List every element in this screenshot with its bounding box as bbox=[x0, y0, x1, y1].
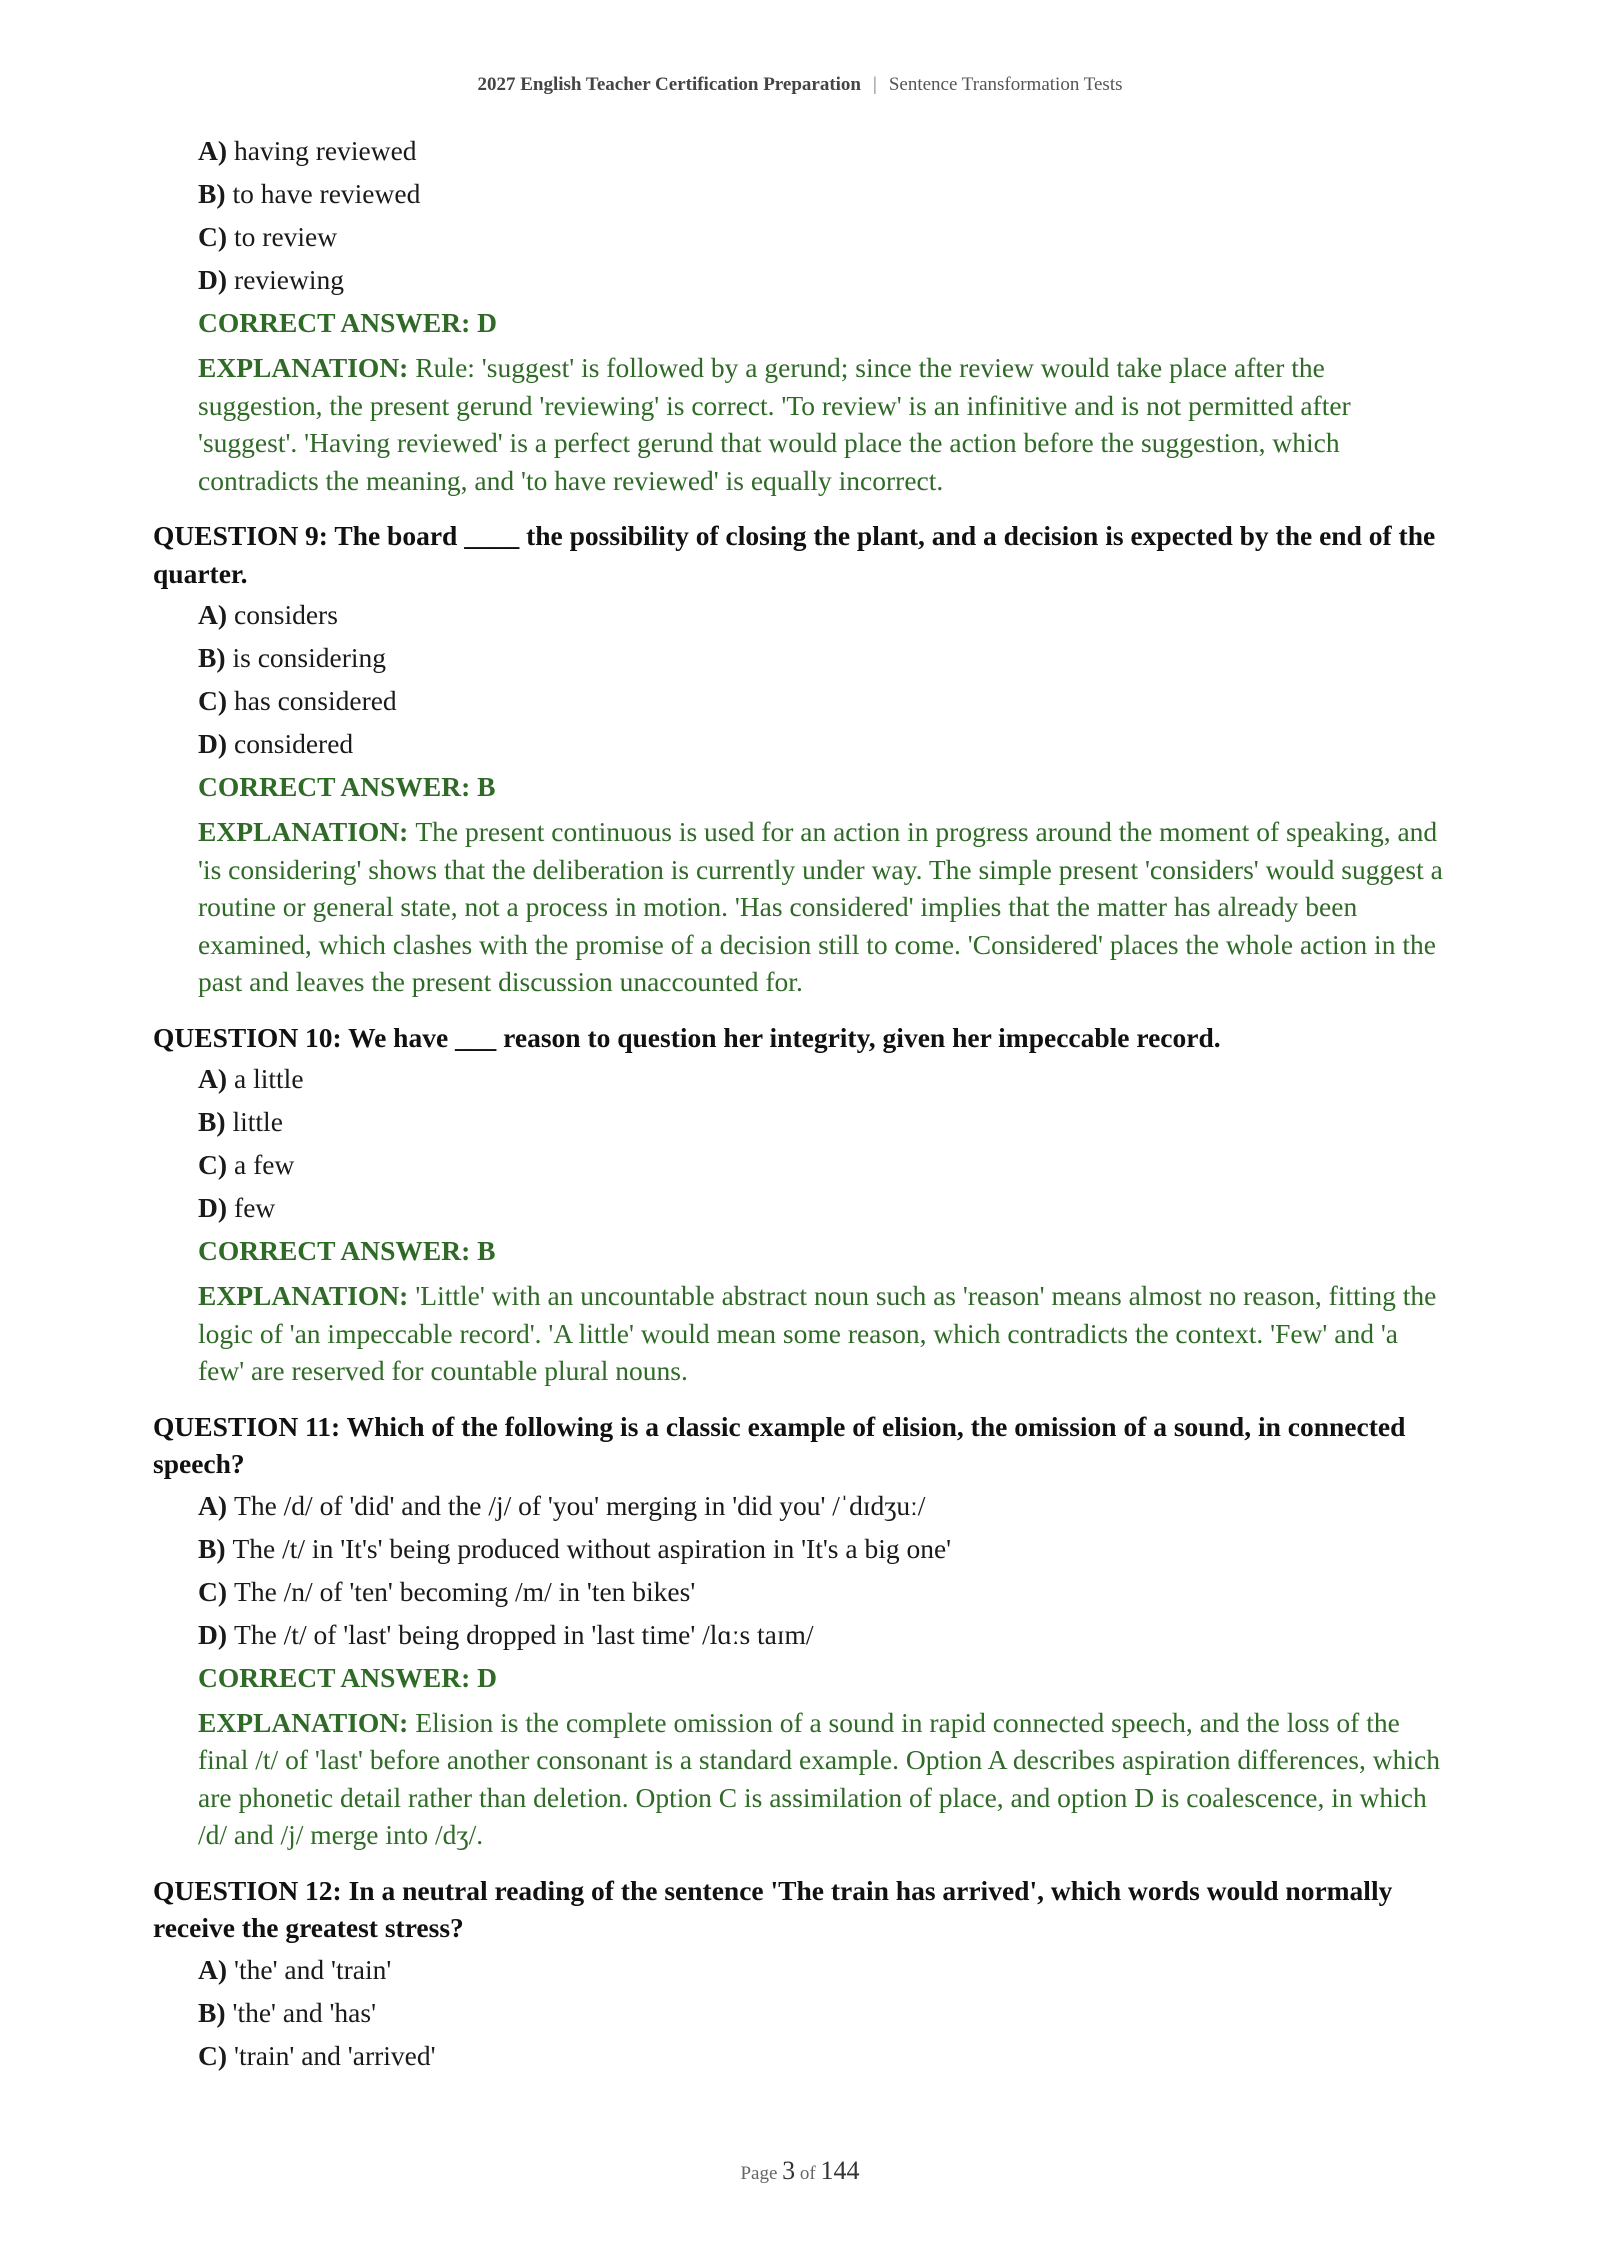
explanation bbox=[198, 1277, 1448, 1390]
correct-answer: CORRECT ANSWER: B bbox=[198, 1235, 496, 1266]
option-a bbox=[198, 598, 1448, 641]
page-footer bbox=[0, 2156, 1600, 2186]
option-text: The /t/ of 'last' being dropped in 'last time' /lɑːs taɪm/ bbox=[234, 1618, 814, 1650]
option-letter: A) bbox=[198, 599, 228, 630]
question-text: QUESTION 12: In a neutral reading of the sentence 'The train has arrived', which words would normally receive the greatest stress? bbox=[153, 1874, 1393, 1943]
option-text: few bbox=[234, 1192, 276, 1223]
option-text: to review bbox=[234, 221, 338, 252]
option-letter: B) bbox=[198, 1532, 226, 1564]
explanation-label: EXPLANATION: bbox=[198, 1706, 409, 1738]
option-text: little bbox=[232, 1106, 283, 1137]
option-a bbox=[198, 1062, 1448, 1105]
option-text: 'the' and 'has' bbox=[232, 1996, 377, 2028]
explanation-label: EXPLANATION: bbox=[198, 352, 409, 383]
option-b bbox=[198, 1105, 1448, 1148]
option-letter: C) bbox=[198, 2039, 228, 2071]
explanation bbox=[198, 349, 1448, 499]
page-number: 3 bbox=[782, 2156, 796, 2185]
option-c bbox=[198, 1575, 1448, 1618]
option-c bbox=[198, 2039, 1448, 2082]
header-title: 2027 English Teacher Certification Preparation bbox=[477, 74, 861, 95]
option-c bbox=[198, 220, 1448, 263]
option-b bbox=[198, 641, 1448, 684]
question-text: QUESTION 11: Which of the following is a classic example of elision, the omission of a sound, in connected speech? bbox=[153, 1410, 1406, 1479]
page-content bbox=[153, 134, 1448, 2082]
option-b bbox=[198, 177, 1448, 220]
explanation bbox=[198, 1704, 1448, 1854]
option-d bbox=[198, 1191, 1448, 1234]
option-text: considered bbox=[234, 728, 354, 759]
option-letter: C) bbox=[198, 1149, 228, 1180]
option-letter: B) bbox=[198, 1996, 226, 2028]
option-text: The /n/ of 'ten' becoming /m/ in 'ten bikes' bbox=[234, 1575, 696, 1607]
option-b bbox=[198, 1996, 1448, 2039]
option-letter: C) bbox=[198, 221, 228, 252]
running-header bbox=[0, 74, 1600, 96]
of-word: of bbox=[799, 2163, 816, 2184]
header-subtitle: Sentence Transformation Tests bbox=[888, 74, 1123, 95]
question-block bbox=[153, 1019, 1448, 1390]
correct-answer: CORRECT ANSWER: D bbox=[198, 307, 497, 338]
option-letter: D) bbox=[198, 264, 228, 295]
option-letter: D) bbox=[198, 1618, 228, 1650]
option-letter: D) bbox=[198, 1192, 228, 1223]
question-text: QUESTION 9: The board ____ the possibility of closing the plant, and a decision is expected by the end of the quarter. bbox=[153, 520, 1436, 589]
option-letter: C) bbox=[198, 685, 228, 716]
question-text: QUESTION 10: We have ___ reason to question her integrity, given her impeccable record. bbox=[153, 1021, 1221, 1053]
option-text: is considering bbox=[232, 642, 387, 673]
option-a bbox=[198, 1489, 1448, 1532]
option-text: reviewing bbox=[234, 264, 344, 295]
option-text: The /t/ in 'It's' being produced without aspiration in 'It's a big one' bbox=[232, 1532, 952, 1564]
question-block bbox=[153, 1872, 1448, 2082]
option-text: considers bbox=[234, 599, 338, 630]
explanation-text: 'Little' with an uncountable abstract noun such as 'reason' means almost no reason, fitting the logic of 'an impeccable record'. 'A little' would mean some reason, which contradicts the context. 'Few' and 'a few' are reserved for countable plural nouns. bbox=[198, 1280, 1437, 1386]
explanation-text: The present continuous is used for an action in progress around the moment of speaking, and 'is considering' shows that the deliberation is currently under way. The simple present 'considers' would suggest a routine or general state, not a process in motion. 'Has considered' implies that the matter has already been examined, which clashes with the promise of a decision still to come. 'Considered' places the whole action in the past and leaves the present discussion unaccounted for. bbox=[198, 816, 1443, 997]
option-text: to have reviewed bbox=[232, 178, 421, 209]
total-pages: 144 bbox=[820, 2156, 860, 2185]
option-text: has considered bbox=[234, 685, 397, 716]
option-a bbox=[198, 1953, 1448, 1996]
option-letter: A) bbox=[198, 1489, 228, 1521]
correct-answer: CORRECT ANSWER: B bbox=[198, 771, 496, 802]
option-text: having reviewed bbox=[234, 135, 417, 166]
option-a bbox=[198, 134, 1448, 177]
explanation bbox=[198, 813, 1448, 1001]
option-letter: D) bbox=[198, 728, 228, 759]
option-b bbox=[198, 1532, 1448, 1575]
option-c bbox=[198, 1148, 1448, 1191]
explanation-text: Rule: 'suggest' is followed by a gerund; since the review would take place after the suggestion, the present gerund 'reviewing' is correct. 'To review' is an infinitive and is not permitted after 'suggest'. 'Having reviewed' is a perfect gerund that would place the action before the suggestion, which contradicts the meaning, and 'to have reviewed' is equally incorrect. bbox=[198, 352, 1351, 496]
question-block bbox=[153, 517, 1448, 1001]
explanation-label: EXPLANATION: bbox=[198, 816, 409, 847]
header-separator: | bbox=[873, 74, 877, 95]
option-letter: A) bbox=[198, 1063, 228, 1094]
option-letter: B) bbox=[198, 642, 226, 673]
option-text: 'the' and 'train' bbox=[234, 1953, 392, 1985]
option-letter: A) bbox=[198, 1953, 228, 1985]
option-d bbox=[198, 727, 1448, 770]
question-block bbox=[153, 134, 1448, 499]
option-text: 'train' and 'arrived' bbox=[234, 2039, 436, 2071]
option-letter: A) bbox=[198, 135, 228, 166]
option-letter: C) bbox=[198, 1575, 228, 1607]
question-block bbox=[153, 1408, 1448, 1854]
explanation-text: Elision is the complete omission of a sound in rapid connected speech, and the loss of the final /t/ of 'last' before another consonant is a standard example. Option A describes aspiration differences, which are phonetic detail rather than deletion. Option C is assimilation of place, and option D is coalescence, in which /d/ and /j/ merge into /dʒ/. bbox=[198, 1706, 1440, 1850]
option-c bbox=[198, 684, 1448, 727]
correct-answer: CORRECT ANSWER: D bbox=[198, 1661, 497, 1693]
option-d bbox=[198, 263, 1448, 306]
page-word: Page bbox=[740, 2163, 778, 2184]
option-text: a few bbox=[234, 1149, 295, 1180]
option-text: The /d/ of 'did' and the /j/ of 'you' merging in 'did you' /ˈdɪdʒuː/ bbox=[234, 1489, 926, 1521]
option-letter: B) bbox=[198, 178, 226, 209]
option-letter: B) bbox=[198, 1106, 226, 1137]
option-d bbox=[198, 1618, 1448, 1661]
explanation-label: EXPLANATION: bbox=[198, 1280, 409, 1311]
option-text: a little bbox=[234, 1063, 304, 1094]
